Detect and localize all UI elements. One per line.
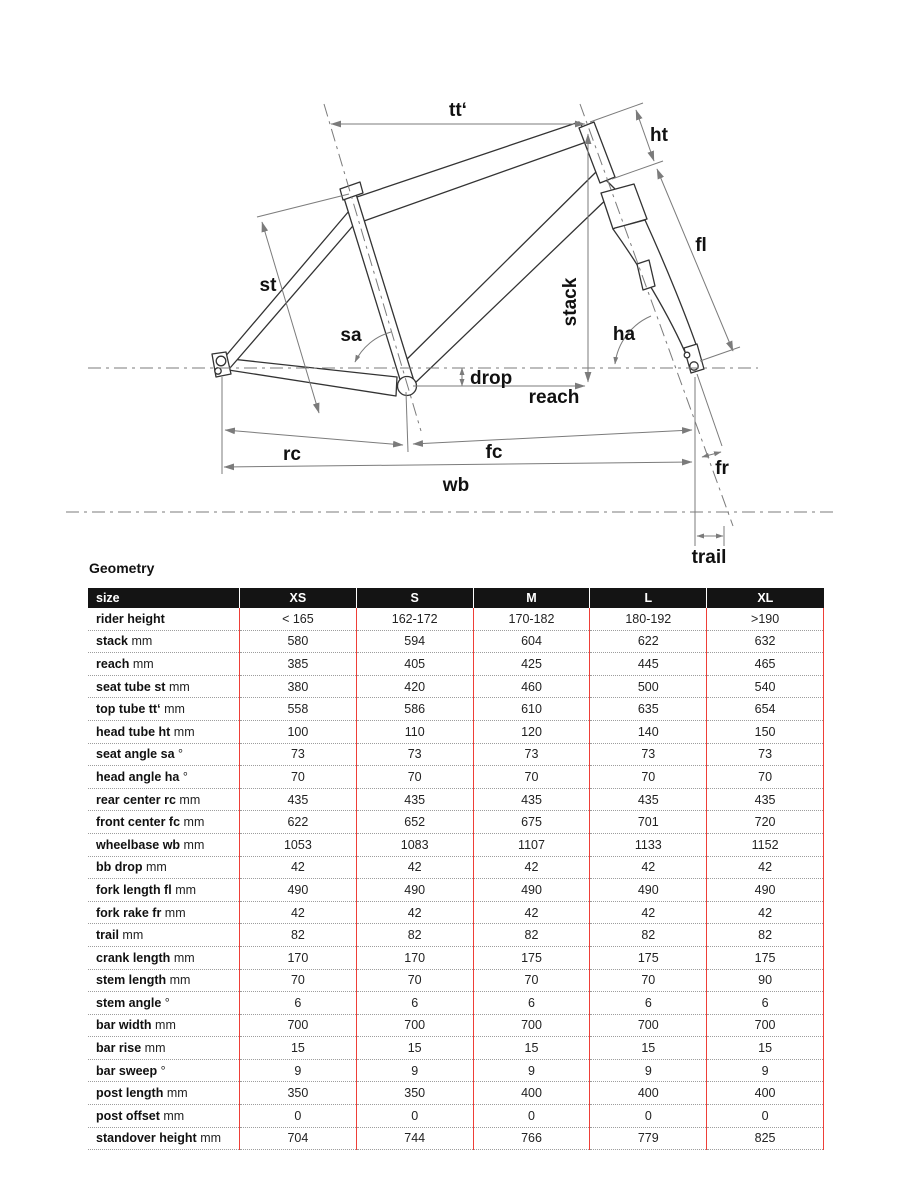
- table-row: [88, 766, 824, 789]
- cell-value: 70: [356, 766, 473, 789]
- cell-value: 435: [707, 788, 824, 811]
- label-trail: trail: [691, 547, 727, 568]
- cell-value: 9: [240, 1059, 357, 1082]
- cell-value: 15: [707, 1037, 824, 1060]
- cell-value: 70: [473, 766, 590, 789]
- cell-value: 70: [240, 969, 357, 992]
- geometry-table-body: [88, 608, 824, 1150]
- cell-value: 175: [473, 946, 590, 969]
- label-wheelbase: wb: [442, 475, 470, 496]
- cell-value: 604: [473, 630, 590, 653]
- cell-value: 6: [473, 992, 590, 1015]
- bike-geometry-diagram: [0, 0, 900, 580]
- row-label: standover height mm: [88, 1127, 240, 1150]
- table-row: [88, 946, 824, 969]
- cell-value: 558: [240, 698, 357, 721]
- cell-value: 435: [356, 788, 473, 811]
- dim-front-center: [413, 430, 692, 444]
- label-head-tube: ht: [650, 125, 668, 146]
- cell-value: 15: [473, 1037, 590, 1060]
- cell-value: 9: [356, 1059, 473, 1082]
- cell-value: 701: [590, 811, 707, 834]
- cell-value: 15: [590, 1037, 707, 1060]
- head-tube: [579, 122, 615, 183]
- cell-value: 42: [356, 901, 473, 924]
- label-stack: stack: [560, 277, 581, 327]
- label-reach: reach: [528, 387, 580, 408]
- table-row: [88, 1105, 824, 1128]
- cell-value: 9: [707, 1059, 824, 1082]
- label-rear-center: rc: [283, 444, 301, 465]
- section-title: Geometry: [89, 560, 155, 576]
- cell-value: 465: [707, 653, 824, 676]
- row-label: reach mm: [88, 653, 240, 676]
- row-label: bar rise mm: [88, 1037, 240, 1060]
- cell-value: 9: [590, 1059, 707, 1082]
- cell-value: 73: [473, 743, 590, 766]
- cell-value: 1083: [356, 833, 473, 856]
- table-row: [88, 630, 824, 653]
- table-row: [88, 811, 824, 834]
- cell-value: 385: [240, 653, 357, 676]
- label-front-center: fc: [485, 442, 503, 463]
- cell-value: 540: [707, 675, 824, 698]
- row-label: bar width mm: [88, 1014, 240, 1037]
- table-row: [88, 1037, 824, 1060]
- cell-value: 622: [240, 811, 357, 834]
- row-label: rear center rc mm: [88, 788, 240, 811]
- cell-value: 500: [590, 675, 707, 698]
- cell-value: 140: [590, 720, 707, 743]
- row-label: front center fc mm: [88, 811, 240, 834]
- table-row: [88, 653, 824, 676]
- table-row: [88, 992, 824, 1015]
- ext-head-tube-top: [590, 103, 643, 122]
- cell-value: 82: [240, 924, 357, 947]
- cell-value: 675: [473, 811, 590, 834]
- cell-value: 42: [356, 856, 473, 879]
- cell-value: 82: [356, 924, 473, 947]
- row-label: head tube ht mm: [88, 720, 240, 743]
- cell-value: 825: [707, 1127, 824, 1150]
- row-label: bb drop mm: [88, 856, 240, 879]
- cell-value: 150: [707, 720, 824, 743]
- table-row: [88, 743, 824, 766]
- cell-value: 405: [356, 653, 473, 676]
- table-row: [88, 1014, 824, 1037]
- ext-head-tube-bottom: [612, 161, 663, 179]
- cell-value: 580: [240, 630, 357, 653]
- cell-value: 435: [473, 788, 590, 811]
- table-row: [88, 608, 824, 630]
- cell-value: 586: [356, 698, 473, 721]
- cell-value: 1133: [590, 833, 707, 856]
- table-row: [88, 833, 824, 856]
- cell-value: 400: [707, 1082, 824, 1105]
- cell-value: 704: [240, 1127, 357, 1150]
- cell-value: 622: [590, 630, 707, 653]
- row-label: post offset mm: [88, 1105, 240, 1128]
- cell-value: 73: [707, 743, 824, 766]
- cell-value: 42: [590, 901, 707, 924]
- cell-value: 1152: [707, 833, 824, 856]
- header-col-xl: XL: [707, 588, 824, 608]
- cell-value: 170-182: [473, 608, 590, 630]
- cell-value: 120: [473, 720, 590, 743]
- cell-value: 435: [240, 788, 357, 811]
- cell-value: 73: [240, 743, 357, 766]
- cell-value: 73: [590, 743, 707, 766]
- label-fork-length: fl: [695, 235, 707, 256]
- cell-value: 110: [356, 720, 473, 743]
- cell-value: 490: [356, 879, 473, 902]
- cell-value: 380: [240, 675, 357, 698]
- table-row: [88, 698, 824, 721]
- cell-value: 42: [473, 856, 590, 879]
- bike-frame-drawing: [212, 122, 704, 396]
- row-label: bar sweep °: [88, 1059, 240, 1082]
- cell-value: 100: [240, 720, 357, 743]
- cell-value: 82: [473, 924, 590, 947]
- cell-value: 400: [590, 1082, 707, 1105]
- cell-value: 175: [590, 946, 707, 969]
- ext-seat-tube: [257, 194, 349, 217]
- row-label: crank length mm: [88, 946, 240, 969]
- label-seat-angle: sa: [340, 325, 362, 346]
- cell-value: 425: [473, 653, 590, 676]
- cell-value: 42: [240, 901, 357, 924]
- cell-value: 0: [356, 1105, 473, 1128]
- header-col-xs: XS: [240, 588, 357, 608]
- row-label: stem length mm: [88, 969, 240, 992]
- cell-value: 744: [356, 1127, 473, 1150]
- cell-value: 1107: [473, 833, 590, 856]
- table-row: [88, 788, 824, 811]
- cell-value: 70: [240, 766, 357, 789]
- cell-value: 42: [240, 856, 357, 879]
- cell-value: 766: [473, 1127, 590, 1150]
- cell-value: 350: [240, 1082, 357, 1105]
- cell-value: 700: [356, 1014, 473, 1037]
- cell-value: 594: [356, 630, 473, 653]
- table-row: [88, 879, 824, 902]
- cell-value: 73: [356, 743, 473, 766]
- rear-hanger: [215, 368, 221, 374]
- table-header-row: [88, 588, 824, 608]
- geometry-table-container: [88, 588, 824, 1150]
- cell-value: 162-172: [356, 608, 473, 630]
- cell-value: 700: [707, 1014, 824, 1037]
- table-row: [88, 924, 824, 947]
- cell-value: 42: [473, 901, 590, 924]
- cell-value: 70: [707, 766, 824, 789]
- cell-value: 0: [707, 1105, 824, 1128]
- cell-value: 700: [590, 1014, 707, 1037]
- row-label: fork length fl mm: [88, 879, 240, 902]
- seatstay-tube: [224, 211, 358, 368]
- cell-value: 82: [590, 924, 707, 947]
- row-label: post length mm: [88, 1082, 240, 1105]
- row-label: trail mm: [88, 924, 240, 947]
- ext-bottom-bracket: [406, 392, 408, 452]
- front-axle: [690, 362, 698, 370]
- table-row: [88, 901, 824, 924]
- chainstay-tube: [222, 358, 397, 396]
- row-label: seat tube st mm: [88, 675, 240, 698]
- cell-value: 490: [707, 879, 824, 902]
- top-tube: [351, 122, 592, 221]
- front-axle-detail: [684, 352, 690, 358]
- cell-value: 6: [707, 992, 824, 1015]
- row-label: rider height: [96, 611, 165, 626]
- cell-value: 180-192: [590, 608, 707, 630]
- row-label: seat angle sa °: [88, 743, 240, 766]
- cell-value: 70: [473, 969, 590, 992]
- label-fork-rake: fr: [715, 458, 729, 479]
- cell-value: 350: [356, 1082, 473, 1105]
- dim-fork-rake: [702, 452, 721, 457]
- cell-value: 42: [707, 856, 824, 879]
- ext-fork-rake-parallel: [697, 374, 722, 446]
- cell-value: 445: [590, 653, 707, 676]
- row-label: top tube tt‘ mm: [88, 698, 240, 721]
- table-row: [88, 856, 824, 879]
- header-size: size: [88, 588, 240, 608]
- header-col-l: L: [590, 588, 707, 608]
- cell-value: 42: [707, 901, 824, 924]
- cell-value: 420: [356, 675, 473, 698]
- header-col-m: M: [473, 588, 590, 608]
- cell-value: 720: [707, 811, 824, 834]
- label-head-angle: ha: [612, 324, 636, 345]
- row-label: stem angle °: [88, 992, 240, 1015]
- cell-value: 9: [473, 1059, 590, 1082]
- cell-value: 490: [473, 879, 590, 902]
- cell-value: 460: [473, 675, 590, 698]
- row-label: wheelbase wb mm: [88, 833, 240, 856]
- cell-value: 632: [707, 630, 824, 653]
- cell-value: 90: [707, 969, 824, 992]
- cell-value: 779: [590, 1127, 707, 1150]
- label-seat-tube: st: [259, 275, 277, 296]
- table-row: [88, 969, 824, 992]
- cell-value: 70: [590, 766, 707, 789]
- cell-value: 70: [356, 969, 473, 992]
- cell-value: 0: [240, 1105, 357, 1128]
- table-row: [88, 1059, 824, 1082]
- cell-value: 42: [590, 856, 707, 879]
- cell-value: 652: [356, 811, 473, 834]
- rear-axle: [216, 356, 226, 366]
- row-label: head angle ha °: [88, 766, 240, 789]
- cell-value: 1053: [240, 833, 357, 856]
- table-row: [88, 1127, 824, 1150]
- cell-value: 0: [473, 1105, 590, 1128]
- cell-value: 175: [707, 946, 824, 969]
- dim-rear-center: [225, 430, 403, 445]
- cell-value: 435: [590, 788, 707, 811]
- cell-value: 700: [473, 1014, 590, 1037]
- table-row: [88, 720, 824, 743]
- cell-value: 15: [240, 1037, 357, 1060]
- cell-value: 6: [590, 992, 707, 1015]
- geometry-table: [88, 588, 824, 1150]
- dim-fork-length: [657, 169, 733, 351]
- cell-value: 70: [590, 969, 707, 992]
- cell-value: 400: [473, 1082, 590, 1105]
- cell-value: 6: [240, 992, 357, 1015]
- row-label: fork rake fr mm: [88, 901, 240, 924]
- cell-value: 700: [240, 1014, 357, 1037]
- table-row: [88, 1082, 824, 1105]
- cell-value: 15: [356, 1037, 473, 1060]
- header-col-s: S: [356, 588, 473, 608]
- cell-value: 170: [356, 946, 473, 969]
- cell-value: 490: [240, 879, 357, 902]
- label-top-tube: tt‘: [449, 100, 467, 121]
- cell-value: 170: [240, 946, 357, 969]
- cell-value: 0: [590, 1105, 707, 1128]
- cell-value: 654: [707, 698, 824, 721]
- cell-value: < 165: [240, 608, 357, 630]
- ext-fork-length: [700, 347, 740, 361]
- cell-value: 6: [356, 992, 473, 1015]
- cell-value: 610: [473, 698, 590, 721]
- cell-value: >190: [707, 608, 824, 630]
- cell-value: 635: [590, 698, 707, 721]
- table-row: [88, 675, 824, 698]
- cell-value: 490: [590, 879, 707, 902]
- label-bb-drop: drop: [470, 368, 513, 389]
- row-label: stack mm: [88, 630, 240, 653]
- cell-value: 82: [707, 924, 824, 947]
- down-tube: [399, 171, 616, 384]
